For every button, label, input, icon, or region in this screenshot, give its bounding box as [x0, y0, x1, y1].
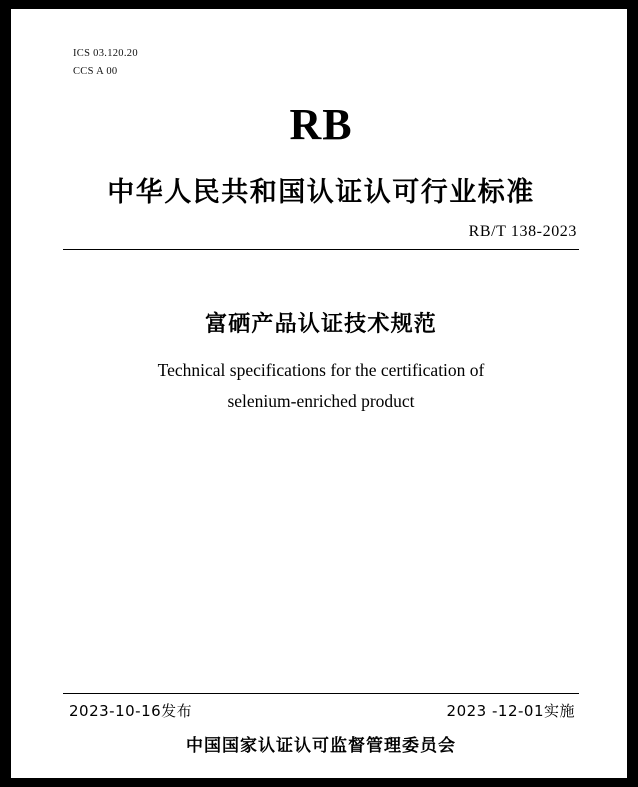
- divider-top: [63, 249, 579, 250]
- implementation-date: 2023 -12-01实施: [446, 702, 575, 720]
- issue-date: 2023-10-16发布: [69, 702, 193, 720]
- document-title-english: [93, 355, 549, 416]
- document-title-english-line2: selenium-enriched product: [227, 390, 415, 411]
- standard-cover-sheet: [11, 9, 627, 778]
- date-row: [63, 700, 579, 724]
- ics-code: ICS 03.120.20: [73, 48, 138, 59]
- document-title-chinese: 富硒产品认证技术规范: [204, 312, 437, 337]
- standard-mark-rb: RB: [289, 100, 353, 149]
- classification-codes: [73, 45, 138, 82]
- document-title-english-line1: Technical specifications for the certification of: [157, 360, 485, 380]
- standard-series-title: 中华人民共和国认证认可行业标准: [107, 177, 535, 208]
- cover-content: [63, 37, 579, 756]
- standard-number: RB/T 138-2023: [468, 223, 577, 240]
- divider-bottom: [63, 693, 579, 694]
- ccs-code: CCS A 00: [73, 66, 118, 78]
- issuing-authority: 中国国家认证认可监督管理委员会: [186, 736, 456, 756]
